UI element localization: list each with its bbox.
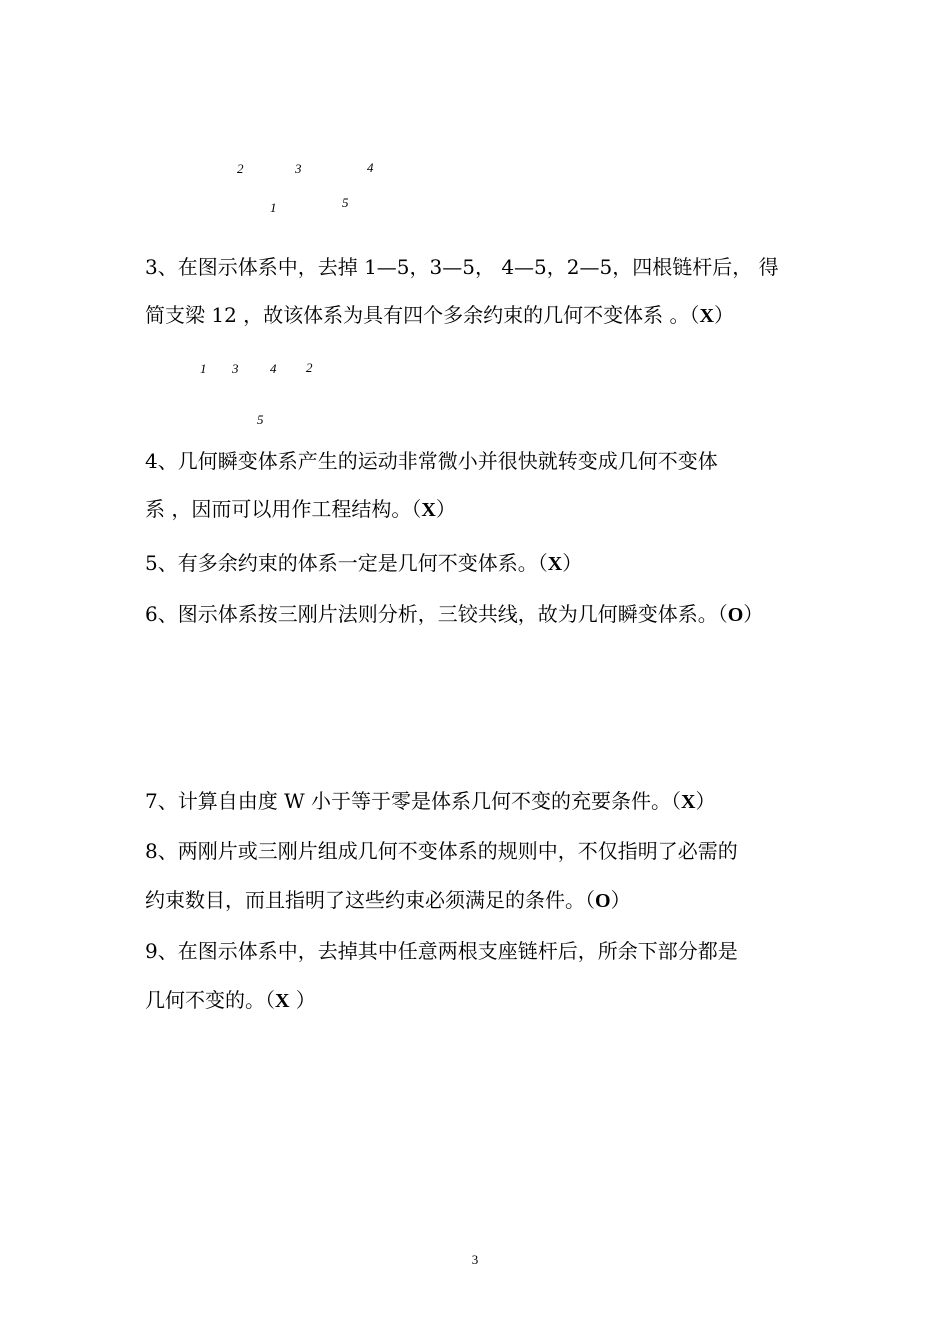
- figure-1-node-label: 2: [237, 161, 244, 176]
- answer-mark: X: [275, 990, 290, 1012]
- answer-mark: O: [727, 604, 744, 626]
- question-9-text: 几何不变的。（: [145, 988, 275, 1012]
- answer-mark: X: [681, 791, 696, 813]
- answer-mark: X: [699, 305, 714, 327]
- question-5: [145, 551, 582, 576]
- figure-1-node-label: 1: [270, 200, 277, 215]
- figure-2-node-label: 5: [257, 412, 264, 427]
- question-8-text: 约束数目，而且指明了这些约束必须满足的条件。（: [145, 888, 595, 912]
- figure-2-node-label: 2: [306, 360, 313, 375]
- question-8-line-1: 8、两刚片或三刚片组成几何不变体系的规则中，不仅指明了必需的: [145, 839, 738, 863]
- answer-mark: O: [595, 890, 611, 912]
- question-7-text: 7、计算自由度 W 小于等于零是体系几何不变的充要条件。（: [145, 789, 681, 813]
- question-6: [145, 602, 763, 627]
- figure-2-node-label: 3: [232, 361, 239, 376]
- question-4-text: 系 ，因而可以用作工程结构。（: [145, 497, 422, 521]
- question-5-text: 5、有多余约束的体系一定是几何不变体系。（: [145, 551, 548, 575]
- question-3-line-2: [145, 303, 734, 328]
- closing-paren: ）: [695, 789, 716, 813]
- closing-paren: ）: [562, 551, 583, 575]
- question-6-text: 6、图示体系按三刚片法则分析，三铰共线，故为几何瞬变体系。（: [145, 602, 728, 626]
- closing-paren: ）: [435, 497, 456, 521]
- closing-paren: ）: [610, 888, 631, 912]
- answer-mark: X: [547, 553, 563, 575]
- question-3-text: 简支梁 12 ，故该体系为具有四个多余约束的几何不变体系 。（: [145, 303, 700, 327]
- question-7: [145, 789, 715, 814]
- figure-1-node-label: 3: [295, 161, 302, 176]
- figure-1-node-label: 5: [342, 195, 349, 210]
- closing-paren: ）: [289, 988, 316, 1012]
- closing-paren: ）: [743, 602, 764, 626]
- figure-2-node-label: 1: [200, 361, 207, 376]
- closing-paren: ）: [713, 303, 734, 327]
- answer-mark: X: [421, 499, 436, 521]
- question-8-line-2: [145, 888, 631, 913]
- question-9-line-2: [145, 988, 316, 1013]
- figure-2-node-label: 4: [270, 361, 277, 376]
- question-4-line-1: 4、几何瞬变体系产生的运动非常微小并很快就转变成几何不变体: [145, 449, 718, 473]
- figure-1-node-label: 4: [367, 160, 374, 175]
- question-3-line-1: 3、在图示体系中，去掉 1—5，3—5， 4—5，2—5，四根链杆后， 得: [145, 255, 779, 279]
- page-number: 3: [471, 1252, 479, 1267]
- question-4-line-2: [145, 497, 456, 522]
- question-9-line-1: 9、在图示体系中，去掉其中任意两根支座链杆后，所余下部分都是: [145, 939, 738, 963]
